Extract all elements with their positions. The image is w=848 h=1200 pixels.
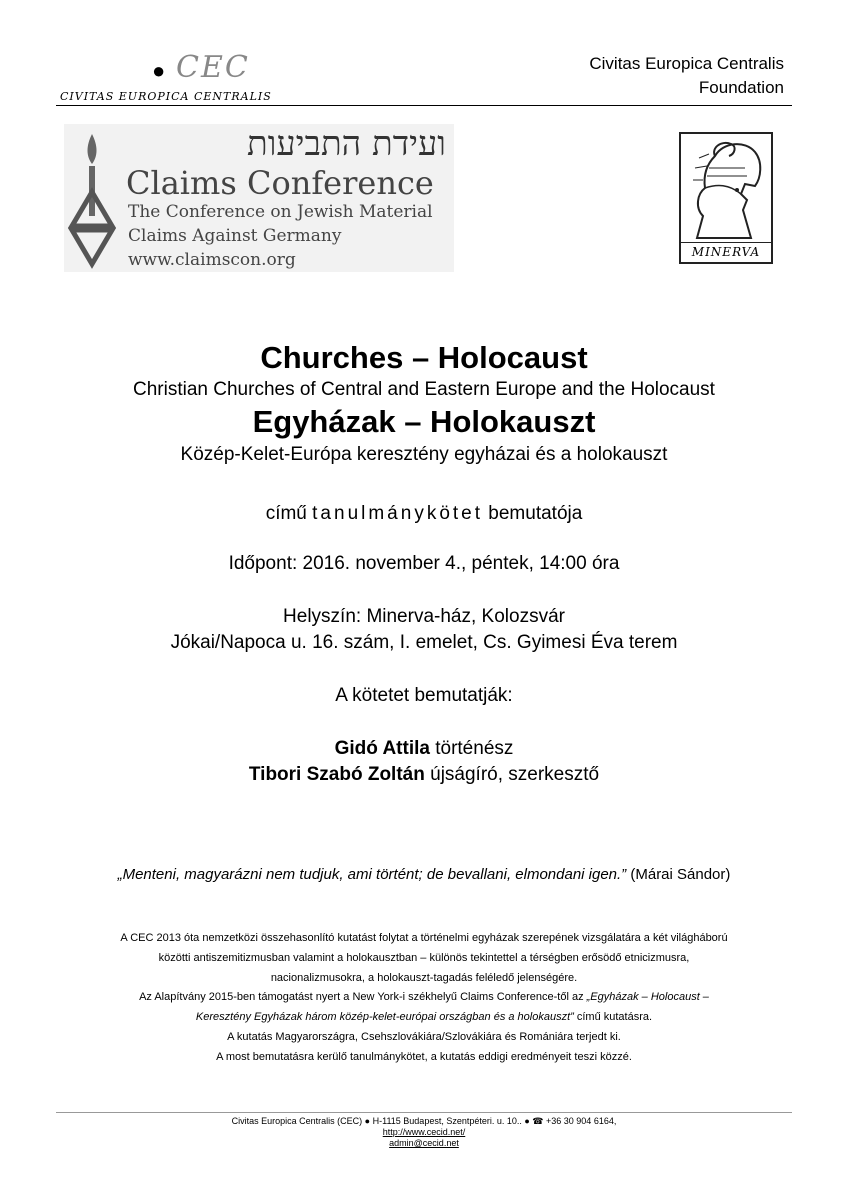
footer-website-link[interactable]: http://www.cecid.net/ xyxy=(382,1127,466,1137)
presenters-heading: A kötetet bemutatják: xyxy=(335,685,513,706)
presenter-name: Tibori Szabó Zoltán xyxy=(248,764,425,785)
minerva-logo xyxy=(679,132,773,264)
event-title-hu: Egyházak – Holokauszt xyxy=(252,404,596,439)
quote-text: „Menteni, magyarázni nem tudjuk, ami történt; de bevallani, elmondani igen.” xyxy=(117,866,627,883)
quote xyxy=(0,866,848,883)
presentation-suffix: bemutatója xyxy=(488,503,583,524)
description-line: A CEC 2013 óta nemzetközi összehasonlító kutatást folytat a történelmi egyházak szerepének vizsgálatára a két világháború xyxy=(120,932,728,944)
footer-address: Civitas Europica Centralis (CEC) ● H-1115 Budapest, Szentpéteri. u. 10.. ● ☎ +36 30 904 6164, xyxy=(231,1116,617,1126)
event-address: Jókai/Napoca u. 16. szám, I. emelet, Cs. Gyimesi Éva terem xyxy=(170,632,678,653)
foundation-line-2: Foundation xyxy=(698,78,784,97)
foundation-line-1: Civitas Europica Centralis xyxy=(589,54,784,73)
quote-author: (Márai Sándor) xyxy=(630,866,731,883)
presenter-role: újságíró, szerkesztő xyxy=(430,764,600,785)
description-line xyxy=(0,988,848,1008)
description-line xyxy=(0,1008,848,1028)
description-line: közötti antiszemitizmusban valamint a holokausztban – különös tekintettel a térségben erősödő etnicizmusra, xyxy=(158,951,690,964)
presenter-role: történész xyxy=(435,738,514,759)
foundation-name xyxy=(589,52,784,100)
minerva-label: MINERVA xyxy=(681,242,771,259)
presenter-name: Gidó Attila xyxy=(334,738,430,759)
claims-url: www.claimscon.org xyxy=(128,250,296,270)
description-text: című kutatásra. xyxy=(576,1011,653,1024)
description-research-title: Keresztény Egyházak három közép-kelet-európai országban és a holokauszt” xyxy=(195,1011,574,1024)
claims-hebrew-title: ועידת התביעות xyxy=(246,124,446,164)
event-subtitle-en: Christian Churches of Central and Eastern Europe and the Holocaust xyxy=(133,379,715,400)
footer-email-link[interactable]: admin@cecid.net xyxy=(389,1138,459,1148)
footer xyxy=(0,1116,848,1149)
presentation-line xyxy=(0,503,848,525)
cec-logo-dot-icon: ● xyxy=(152,58,166,83)
event-title-en: Churches – Holocaust xyxy=(260,340,588,375)
description-line: A most bemutatásra kerülő tanulmánykötet, a kutatás eddigi eredményeit teszi közzé. xyxy=(216,1050,632,1063)
description-line: nacionalizmusokra, a holokauszt-tagadás feléledő jelenségére. xyxy=(270,971,578,984)
claims-conference-logo xyxy=(64,124,454,272)
event-datetime: Időpont: 2016. november 4., péntek, 14:00 óra xyxy=(228,553,620,574)
claims-tagline-2: Claims Against Germany xyxy=(128,226,342,246)
description-research-title: „Egyházak – Holocaust – xyxy=(586,991,709,1004)
cec-logo-subtitle: CIVITAS EUROPICA CENTRALIS xyxy=(60,90,272,103)
event-location: Helyszín: Minerva-ház, Kolozsvár xyxy=(283,606,565,627)
description-text: Az Alapítvány 2015-ben támogatást nyert a New York-i székhelyű Claims Conference-től az xyxy=(139,991,584,1004)
minerva-helmet-icon xyxy=(685,138,767,240)
footer-divider xyxy=(56,1112,792,1113)
description xyxy=(0,929,848,1068)
event-subtitle-hu: Közép-Kelet-Európa keresztény egyházai és a holokauszt xyxy=(180,444,668,465)
presentation-spaced: tanulmánykötet xyxy=(312,503,484,524)
claims-tagline-1: The Conference on Jewish Material xyxy=(128,202,433,222)
claims-name: Claims Conference xyxy=(126,164,434,202)
header-divider xyxy=(56,105,792,106)
cec-logo-mark: CEC xyxy=(176,50,250,85)
presenter xyxy=(0,738,848,760)
candle-star-icon xyxy=(68,130,116,270)
presentation-prefix: című xyxy=(265,503,307,524)
description-line: A kutatás Magyarországra, Csehszlovákiára/Szlovákiára és Romániára terjedt ki. xyxy=(227,1030,621,1043)
presenter xyxy=(0,764,848,786)
